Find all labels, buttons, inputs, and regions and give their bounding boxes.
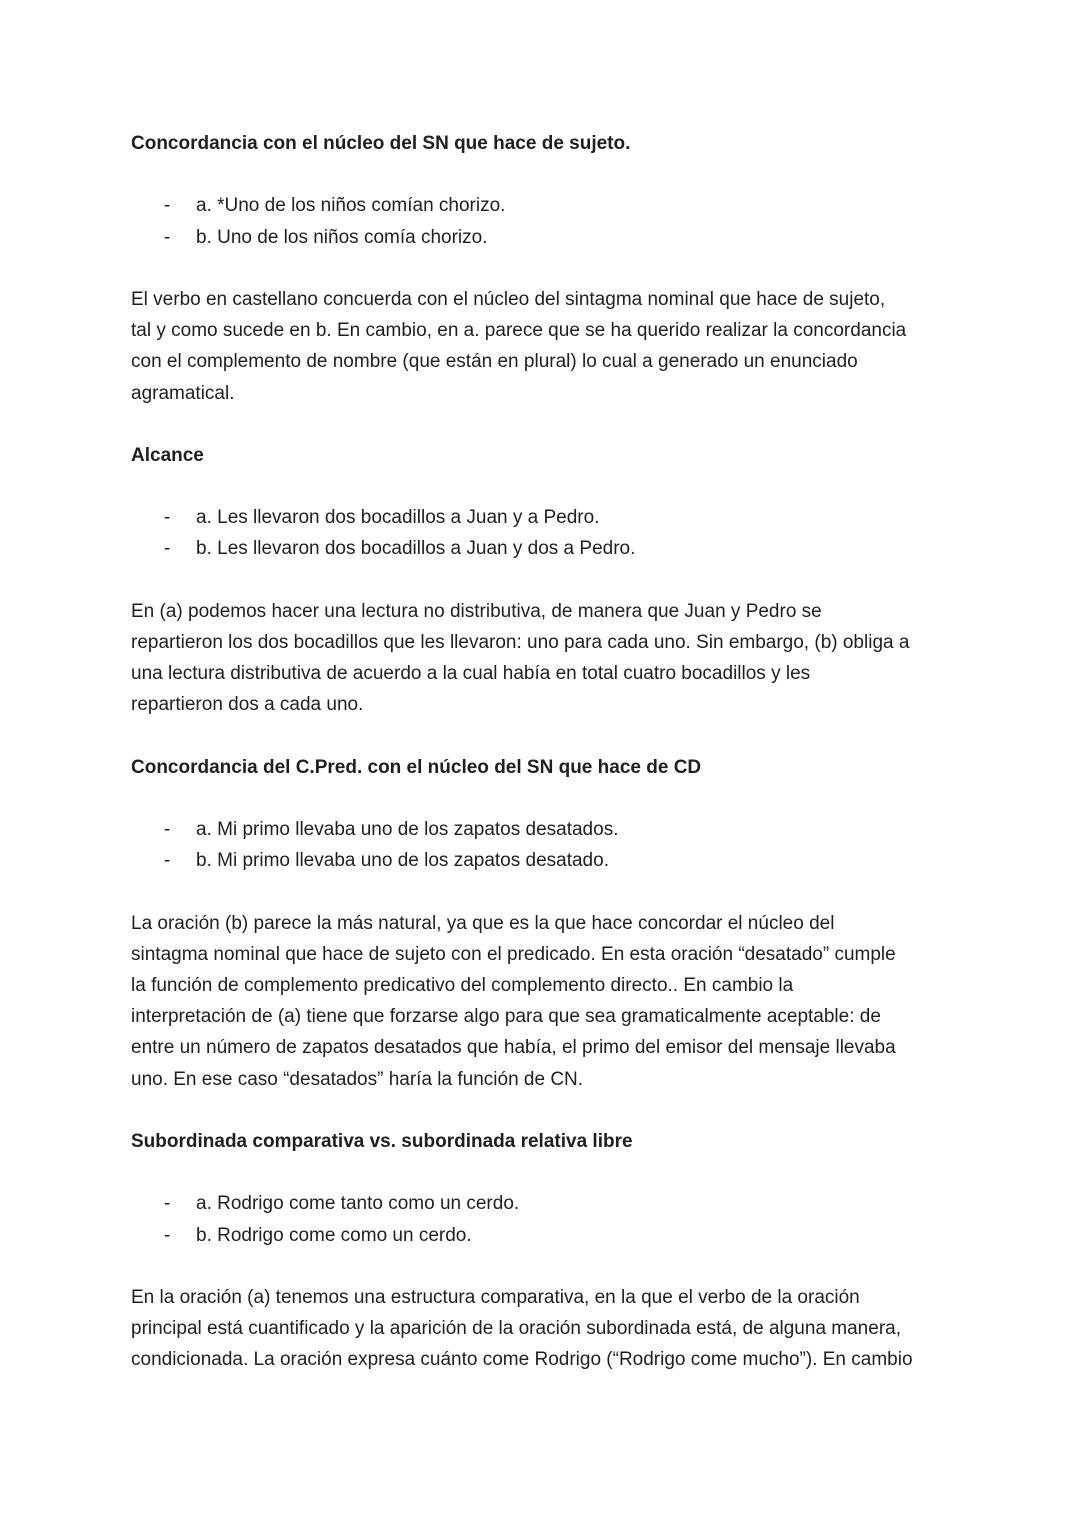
paragraph-line: principal está cuantificado y la aparición de la oración subordinada está, de alguna manera, [131,1318,901,1340]
paragraph-line: repartieron los dos bocadillos que les llevaron: uno para cada uno. Sin embargo, (b) obliga a [131,632,910,653]
section-heading: Concordancia del C.Pred. con el núcleo del SN que hace de CD [131,756,702,778]
example-text: a. Les llevaron dos bocadillos a Juan y a Pedro. [196,507,600,529]
example-item [131,814,961,845]
example-text: b. Mi primo llevaba uno de los zapatos desatado. [196,850,609,872]
section-heading: Concordancia con el núcleo del SN que hace de sujeto. [131,133,631,154]
example-text: a. Mi primo llevaba uno de los zapatos desatados. [196,819,619,841]
example-text: b. Rodrigo come como un cerdo. [196,1224,472,1246]
bullet-dash: - [164,819,171,841]
section-heading: Alcance [131,444,204,466]
paragraph-line: En (a) podemos hacer una lectura no distributiva, de manera que Juan y Pedro se [131,600,822,622]
paragraph-line: entre un número de zapatos desatados que había, el primo del emisor del mensaje llevaba [131,1037,896,1059]
bullet-dash: - [164,226,171,248]
paragraph-line: con el complemento de nombre (que están en plural) lo cual a generado un enunciado [131,351,858,373]
example-item [131,1188,961,1219]
paragraph-line: la función de complemento predicativo del complemento directo.. En cambio la [131,975,794,997]
example-text: a. *Uno de los niños comían chorizo. [196,195,506,217]
bullet-dash: - [164,1193,171,1215]
example-item [131,502,961,533]
section-heading: Subordinada comparativa vs. subordinada relativa libre [131,1131,633,1152]
paragraph-line: tal y como sucede en b. En cambio, en a. parece que se ha querido realizar la concordancia [131,320,907,342]
paragraph-line: repartieron dos a cada uno. [131,694,364,716]
paragraph-line: El verbo en castellano concuerda con el núcleo del sintagma nominal que hace de sujeto, [131,288,886,310]
paragraph-line: interpretación de (a) tiene que forzarse algo para que sea gramaticalmente aceptable: de [131,1006,881,1028]
paragraph-line: La oración (b) parece la más natural, ya que es la que hace concordar el núcleo del [131,912,835,934]
document-page [131,128,961,1376]
example-item [131,190,961,221]
paragraph-line: una lectura distributiva de acuerdo a la cual había en total cuatro bocadillos y les [131,663,811,685]
example-item [131,533,961,564]
example-item [131,845,961,876]
paragraph-line: condicionada. La oración expresa cuánto come Rodrigo (“Rodrigo come mucho”). En cambio [131,1349,913,1371]
paragraph-line: agramatical. [131,382,235,404]
paragraph-line: En la oración (a) tenemos una estructura comparativa, en la que el verbo de la oración [131,1286,860,1308]
bullet-dash: - [164,538,171,560]
bullet-dash: - [164,195,171,217]
example-item [131,222,961,253]
example-item [131,1220,961,1251]
bullet-dash: - [164,507,171,529]
example-text: b. Uno de los niños comía chorizo. [196,226,488,248]
example-text: a. Rodrigo come tanto como un cerdo. [196,1193,520,1215]
paragraph-line: uno. En ese caso “desatados” haría la función de CN. [131,1068,584,1090]
paragraph-line: sintagma nominal que hace de sujeto con el predicado. En esta oración “desatado” cumple [131,943,896,965]
bullet-dash: - [164,850,171,872]
example-text: b. Les llevaron dos bocadillos a Juan y dos a Pedro. [196,538,636,560]
bullet-dash: - [164,1224,171,1246]
